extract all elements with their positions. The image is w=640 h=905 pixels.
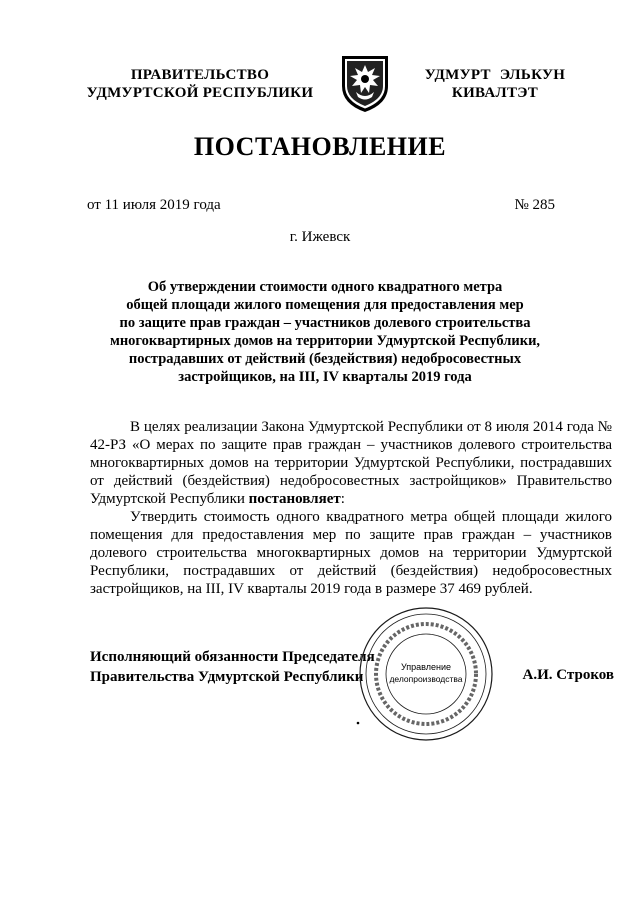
- preamble-text: В целях реализации Закона Удмуртской Республики от 8 июля 2014 года № 42-РЗ «О мерах по защите прав граждан – участников долевого строительства многоквартирных домов на территории Удмуртской Республики, пострадавших от действий (бездействия) недобросовестных застройщиков» Правительство Удмуртской Республики: [90, 419, 612, 507]
- signatory-position: [90, 647, 375, 687]
- government-name-line2: УДМУРТСКОЙ РЕСПУБЛИКИ: [86, 85, 314, 101]
- signatory-name: А.И. Строков: [522, 667, 614, 683]
- title-line: многоквартирных домов на территории Удмуртской Республики,: [109, 333, 541, 349]
- title-line: застройщиков, на III, IV кварталы 2019 года: [178, 369, 472, 385]
- office-stamp: [356, 604, 496, 744]
- title-line: пострадавших от действий (бездействия) недобросовестных: [128, 351, 522, 367]
- signatory-position-line2: Правительства Удмуртской Республики: [90, 669, 364, 685]
- preamble-colon: :: [340, 491, 345, 507]
- decision-paragraph: Утвердить стоимость одного квадратного метра общей площади жилого помещения для предоставления мер по защите прав граждан – участников долевого строительства многоквартирных домов на территории Удмуртской Республики, пострадавших от действий (бездействия) недобросовестных застройщиков, на III, IV кварталы 2019 года в размере 37 469 рублей.: [90, 509, 612, 597]
- title-line: общей площади жилого помещения для предоставления мер: [126, 297, 524, 313]
- title-line: по защите прав граждан – участников долевого строительства: [119, 315, 531, 331]
- document-type: ПОСТАНОВЛЕНИЕ: [193, 132, 447, 161]
- document-city: г. Ижевск: [289, 229, 351, 245]
- signatory-position-line1: Исполняющий обязанности Председателя: [90, 649, 375, 665]
- document-number: № 285: [514, 197, 555, 213]
- government-name-russian: [70, 66, 330, 102]
- ink-mark: [356, 712, 360, 716]
- government-name-udmurt-line2: КИВАЛТЭТ: [451, 85, 539, 101]
- document-title: [90, 278, 560, 386]
- decree-verb: постановляет: [248, 491, 341, 507]
- government-name-line1: ПРАВИТЕЛЬСТВО: [130, 67, 270, 83]
- title-line: Об утверждении стоимости одного квадратного метра: [147, 279, 503, 295]
- udmurt-coat-of-arms-icon: [336, 52, 394, 114]
- document-date: от 11 июля 2019 года: [87, 197, 221, 213]
- government-name-udmurt: [410, 66, 580, 102]
- government-name-udmurt-line1: УДМУРТ ЭЛЬКУН: [424, 67, 566, 83]
- preamble-paragraph: [90, 418, 612, 508]
- stamp-center-line1: Управление: [400, 662, 452, 672]
- stamp-center-line2: делопроизводства: [389, 674, 463, 684]
